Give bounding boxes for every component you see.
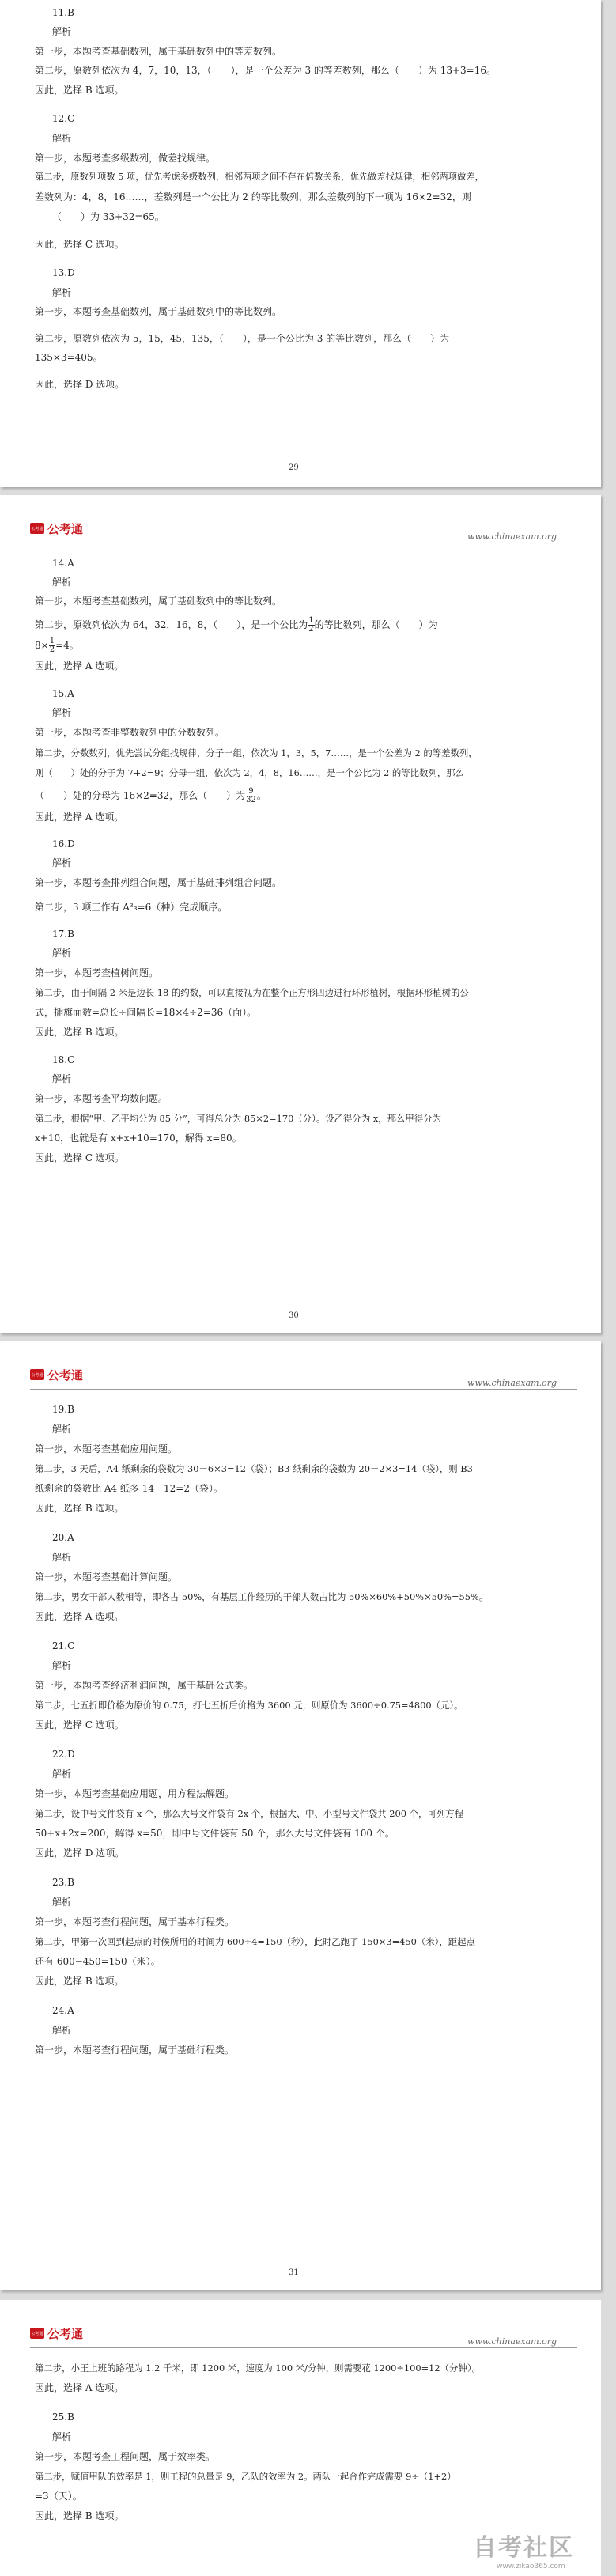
text-line: 因此，选择 B 选项。 bbox=[35, 1503, 124, 1514]
text-line: 第二步，根据“甲、乙平均分为 85 分”，可得总分为 85×2=170（分）。设乙得分为 x，那么甲得分为 bbox=[35, 1113, 441, 1124]
text-line: 还有 600−450=150（米）。 bbox=[35, 1956, 161, 1967]
text-line: 因此，选择 A 选项。 bbox=[35, 1611, 124, 1622]
text-line: 第二步，七五折即价格为原价的 0.75，打七五折后价格为 3600 元，则原价为 3600÷0.75=4800（元）。 bbox=[35, 1700, 463, 1711]
fraction-denominator: 32 bbox=[246, 796, 256, 804]
text-line: 第一步，本题考查行程问题，属于基本行程类。 bbox=[35, 1916, 235, 1927]
analysis-label: 解析 bbox=[52, 948, 72, 959]
text-line: 第一步，本题考查平均数问题。 bbox=[35, 1093, 168, 1104]
text-line: 差数列为：4，8，16……，差数列是一个公比为 2 的等比数列，那么差数列的下一项为 16×2=32，则 bbox=[35, 191, 471, 202]
logo-text: 公考通 bbox=[47, 2326, 84, 2341]
analysis-label: 解析 bbox=[52, 2025, 72, 2036]
text-line: 因此，选择 B 选项。 bbox=[35, 85, 124, 96]
text-line bbox=[35, 788, 266, 804]
text-line: 因此，选择 A 选项。 bbox=[35, 660, 124, 671]
page-number: 30 bbox=[289, 1311, 299, 1320]
header-rule bbox=[30, 2347, 577, 2348]
text-line: 第一步，本题考查工程问题，属于效率类。 bbox=[35, 2451, 216, 2462]
fraction bbox=[308, 617, 314, 634]
page-29-full bbox=[0, 0, 601, 487]
q24-label: 24.A bbox=[52, 2005, 74, 2016]
text-line: 因此，选择 A 选项。 bbox=[35, 2382, 124, 2393]
logo-badge: 公考通 bbox=[30, 2328, 44, 2339]
text-line: 第一步，本题考查排列组合问题，属于基础排列组合问题。 bbox=[35, 877, 282, 888]
analysis-label: 解析 bbox=[52, 287, 72, 298]
analysis-label: 解析 bbox=[52, 707, 72, 718]
q17-label: 17.B bbox=[52, 929, 74, 940]
logo-badge: 公考通 bbox=[30, 523, 44, 534]
text-line: 第二步，原数列项数 5 项，优先考虑多级数列，相邻两项之间不存在倍数关系，优先做差找规律，相邻两项做差， bbox=[35, 172, 484, 182]
text-part: 的等比数列，那么（ ）为 bbox=[314, 619, 438, 630]
analysis-label: 解析 bbox=[52, 577, 72, 588]
page-30 bbox=[0, 495, 601, 1333]
text-line: 第二步，小王上班的路程为 1.2 千米，即 1200 米，速度为 100 米/分钟，则需要花 1200÷100=12（分钟）。 bbox=[35, 2362, 481, 2374]
text-line: 第一步，本题考查基础数列，属于基础数列中的等差数列。 bbox=[35, 46, 282, 57]
text-line: 第二步，3 天后，A4 纸剩余的袋数为 30－6×3=12（袋）；B3 纸剩余的袋数为 20－2×3=14（袋），则 B3 bbox=[35, 1463, 473, 1474]
fraction bbox=[49, 637, 55, 654]
text-line: 第一步，本题考查基础计算问题。 bbox=[35, 1572, 178, 1583]
q14-label: 14.A bbox=[52, 558, 74, 569]
logo bbox=[30, 2325, 83, 2341]
header-rule bbox=[30, 1389, 577, 1390]
text-line: 第一步，本题考查行程问题，属于基础行程类。 bbox=[35, 2045, 235, 2056]
analysis-label: 解析 bbox=[52, 1897, 72, 1908]
q16-label: 16.D bbox=[52, 838, 75, 849]
watermark-url: www.zikao365.com bbox=[497, 2563, 565, 2570]
analysis-label: 解析 bbox=[52, 1424, 72, 1435]
logo bbox=[30, 520, 83, 536]
analysis-label: 解析 bbox=[52, 1552, 72, 1563]
text-line: 第二步，3 项工作有 A³₃=6（种）完成顺序。 bbox=[35, 902, 228, 913]
q23-label: 23.B bbox=[52, 1877, 74, 1888]
text-line: 因此，选择 B 选项。 bbox=[35, 1027, 124, 1038]
analysis-label: 解析 bbox=[52, 857, 72, 868]
text-line: 135×3=405。 bbox=[35, 352, 103, 363]
text-line: 因此，选择 D 选项。 bbox=[35, 1848, 125, 1859]
logo-text: 公考通 bbox=[47, 521, 84, 536]
text-line: 第一步，本题考查多级数列，做差找规律。 bbox=[35, 153, 216, 164]
q25-label: 25.B bbox=[52, 2411, 74, 2423]
analysis-label: 解析 bbox=[52, 133, 72, 144]
text-line bbox=[35, 617, 438, 634]
text-line: 第一步，本题考查基础数列，属于基础数列中的等比数列。 bbox=[35, 596, 282, 607]
analysis-label: 解析 bbox=[52, 1768, 72, 1780]
text-line: =3（天）。 bbox=[35, 2491, 82, 2502]
q18-label: 18.C bbox=[52, 1054, 75, 1065]
analysis-label: 解析 bbox=[52, 1660, 72, 1671]
text-line: 因此，选择 C 选项。 bbox=[35, 239, 124, 250]
analysis-label: 解析 bbox=[52, 26, 72, 37]
fraction-denominator: 2 bbox=[49, 645, 55, 654]
q22-label: 22.D bbox=[52, 1749, 75, 1760]
text-part: 第二步，原数列依次为 64，32，16，8，（ ），是一个公比为 bbox=[35, 619, 308, 630]
header-url: www.chinaexam.org bbox=[467, 1378, 557, 1388]
page-number: 31 bbox=[289, 2268, 299, 2277]
analysis-label: 解析 bbox=[52, 2431, 72, 2442]
text-line: 50+x+2x=200，解得 x=50，即中号文件袋有 50 个，那么大号文件袋有 100 个。 bbox=[35, 1828, 395, 1839]
q15-label: 15.A bbox=[52, 688, 74, 699]
text-line: 式，插旗面数=总长÷间隔长=18×4÷2=36（面）。 bbox=[35, 1007, 257, 1018]
logo-text: 公考通 bbox=[47, 1367, 84, 1383]
header-url: www.chinaexam.org bbox=[467, 2336, 557, 2347]
text-line: 第二步，赋值甲队的效率是 1，则工程的总量是 9，乙队的效率为 2。两队一起合作完成需要 9÷（1+2） bbox=[35, 2471, 456, 2482]
text-line: 第二步，原数列依次为 4，7，10，13，（ ），是一个公差为 3 的等差数列，那么（ ）为 13+3=16。 bbox=[35, 65, 496, 76]
logo-badge: 公考通 bbox=[30, 1369, 44, 1380]
text-line: 第二步，男女干部人数相等，即各占 50%，有基层工作经历的干部人数占比为 50%×60%+50%×50%=55%。 bbox=[35, 1591, 489, 1602]
text-part: 。 bbox=[256, 790, 266, 801]
text-line: 第一步，本题考查经济利润问题，属于基础公式类。 bbox=[35, 1680, 254, 1691]
text-line: 第二步，由于间隔 2 米是边长 18 的约数，可以直接视为在整个正方形四边进行环形植树，根据环形植树的公 bbox=[35, 987, 469, 998]
text-line: 因此，选择 D 选项。 bbox=[35, 379, 125, 390]
text-line: 因此，选择 C 选项。 bbox=[35, 1719, 124, 1731]
page-number: 29 bbox=[289, 463, 299, 472]
q13-label: 13.D bbox=[52, 267, 75, 278]
text-line: 纸剩余的袋数比 A4 纸多 14－12=2（袋）。 bbox=[35, 1483, 223, 1494]
watermark-text: 自考社区 bbox=[473, 2534, 574, 2562]
text-line: 因此，选择 C 选项。 bbox=[35, 1152, 124, 1163]
watermark bbox=[473, 2528, 607, 2569]
fraction-numerator: 9 bbox=[245, 788, 257, 796]
fraction-numerator: 1 bbox=[308, 616, 314, 625]
text-part: （ ）处的分母为 16×2=32，那么（ ）为 bbox=[35, 790, 246, 801]
text-line: 因此，选择 B 选项。 bbox=[35, 2510, 124, 2521]
text-line: 因此，选择 A 选项。 bbox=[35, 811, 124, 823]
text-line: 第二步，分数数列，优先尝试分组找规律，分子一组，依次为 1，3，5，7……，是一个公差为 2 的等差数列， bbox=[35, 747, 478, 758]
text-line: 第一步，本题考查基础应用题，用方程法解题。 bbox=[35, 1788, 235, 1799]
text-line bbox=[35, 637, 79, 654]
q20-label: 20.A bbox=[52, 1532, 74, 1543]
text-line: 第一步，本题考查基础数列，属于基础数列中的等比数列。 bbox=[35, 306, 282, 317]
q19-label: 19.B bbox=[52, 1404, 74, 1415]
text-line: 因此，选择 B 选项。 bbox=[35, 1976, 124, 1987]
text-line: 第二步，甲第一次回到起点的时候所用的时间为 600÷4=150（秒），此时乙跑了 150×3=450（米），距起点 bbox=[35, 1936, 475, 1947]
header-url: www.chinaexam.org bbox=[467, 531, 557, 542]
text-part: =4。 bbox=[55, 640, 79, 651]
text-line: 第一步，本题考查基础应用问题。 bbox=[35, 1443, 178, 1454]
fraction-denominator: 2 bbox=[308, 625, 314, 634]
text-line: 第一步，本题考查植树问题。 bbox=[35, 967, 159, 978]
text-line: 第二步，设中号文件袋有 x 个，那么大号文件袋有 2x 个，根据大、中、小型号文件袋共 200 个，可列方程 bbox=[35, 1808, 463, 1819]
fraction-numerator: 1 bbox=[49, 637, 55, 645]
text-line: （ ）为 33+32=65。 bbox=[52, 211, 164, 222]
q11-label: 11.B bbox=[52, 7, 74, 18]
text-line: 则（ ）处的分子为 7+2=9；分母一组，依次为 2，4，8，16……，是一个公比为 2 的等比数列，那么 bbox=[35, 767, 465, 778]
text-line: 第一步，本题考查非整数数列中的分数数列。 bbox=[35, 727, 225, 738]
text-line: 第二步，原数列依次为 5，15，45，135，（ ），是一个公比为 3 的等比数列，那么（ ）为 bbox=[35, 333, 450, 344]
analysis-label: 解析 bbox=[52, 1073, 72, 1084]
page-31 bbox=[0, 1341, 601, 2290]
q12-label: 12.C bbox=[52, 113, 75, 124]
q21-label: 21.C bbox=[52, 1640, 75, 1651]
fraction bbox=[245, 788, 257, 804]
text-line: x+10，也就是有 x+x+10=170，解得 x=80。 bbox=[35, 1133, 242, 1144]
logo bbox=[30, 1367, 83, 1383]
text-part: 8× bbox=[35, 640, 49, 651]
